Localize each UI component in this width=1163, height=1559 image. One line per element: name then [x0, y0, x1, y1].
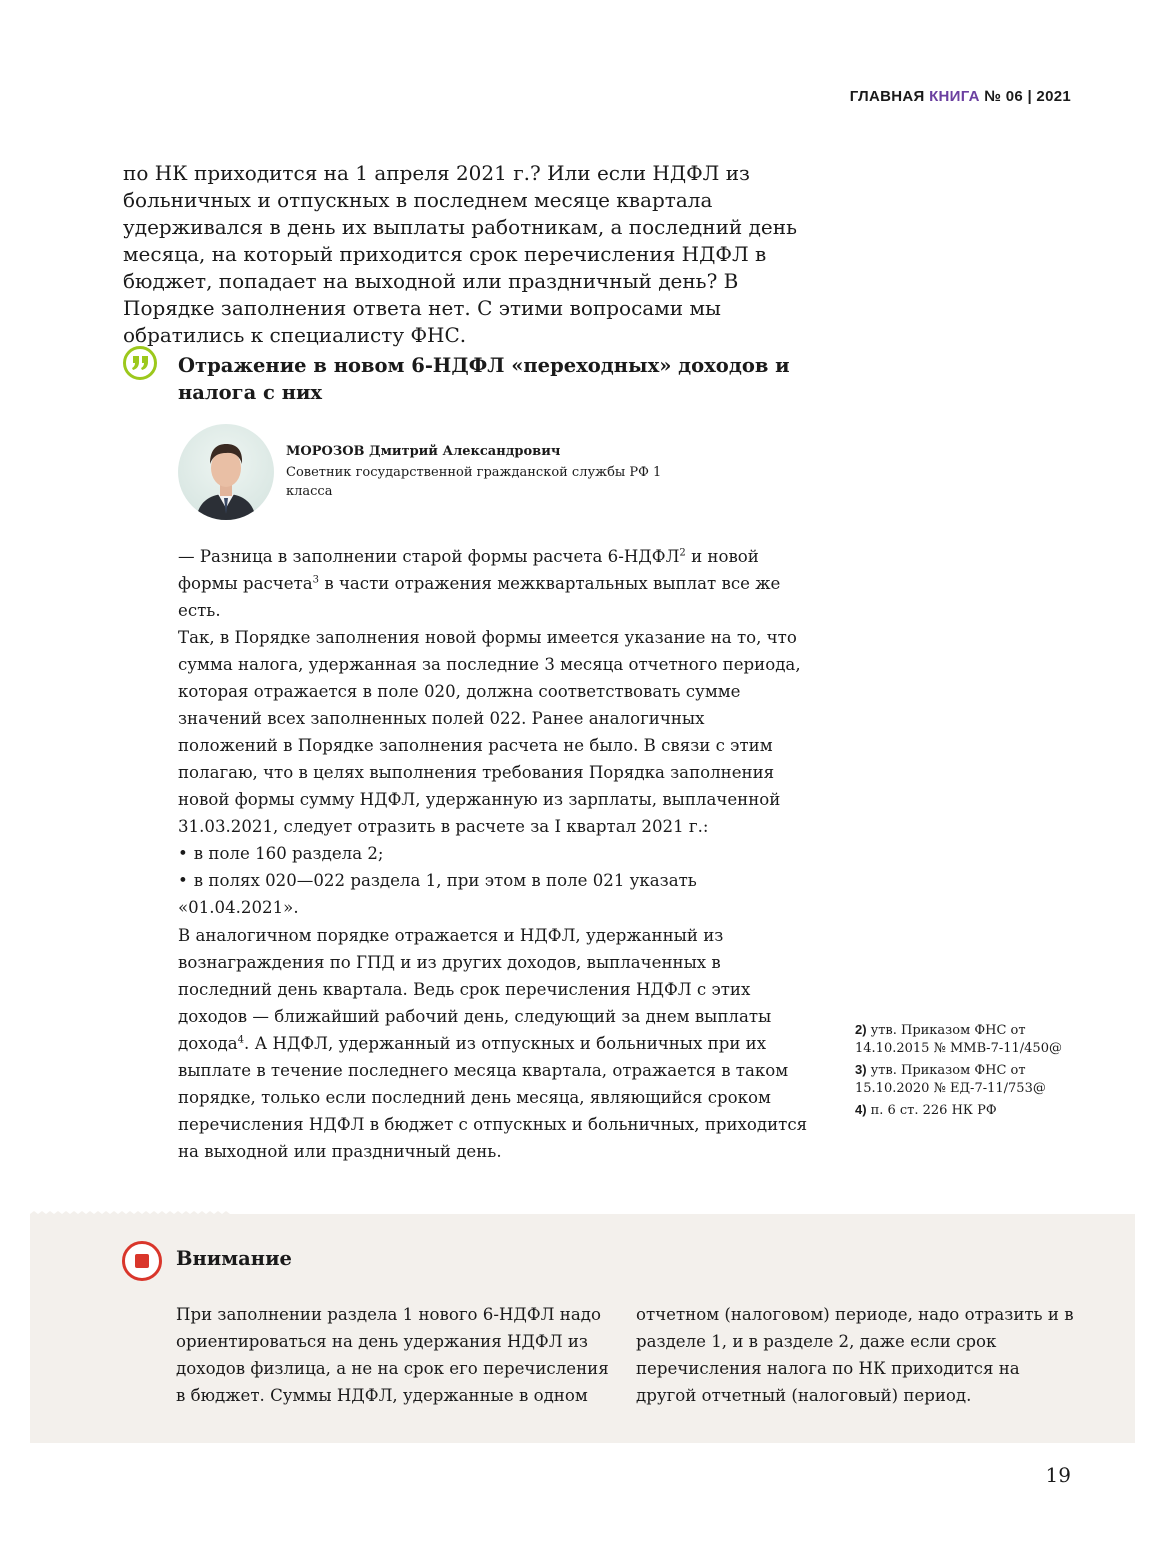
quote-icon	[123, 346, 157, 380]
expert-name: МОРОЗОВ Дмитрий Александрович	[286, 444, 561, 459]
expert-photo	[178, 424, 274, 520]
zigzag-edge	[30, 1211, 1135, 1217]
answer-p1-text-c: в части отражения межквартальных выплат все же есть.	[178, 574, 781, 620]
answer-paragraph-1	[178, 543, 808, 624]
answer-paragraph-3	[178, 922, 808, 1165]
attention-title: Внимание	[176, 1247, 292, 1270]
stop-icon	[122, 1241, 162, 1281]
list-item: • в полях 020—022 раздела 1, при этом в поле 021 указать «01.04.2021».	[178, 867, 808, 921]
lead-paragraph: по НК приходится на 1 апреля 2021 г.? Или если НДФЛ из больничных и отпускных в последнем месяце квартала удерживался в день их выплаты работникам, а последний день месяца, на который приходится срок перечисления НДФЛ в бюджет, попадает на выходной или праздничный день? В Порядке заполнения ответа нет. С этими вопросами мы обратились к специалисту ФНС.	[123, 161, 797, 347]
attention-text-column-2: отчетном (налоговом) периоде, надо отразить и в разделе 1, и в разделе 2, даже если срок перечисления налога по НК приходится на другой отчетный (налоговый) период.	[636, 1305, 1074, 1405]
page-number: 19	[1045, 1463, 1071, 1487]
expert-position: Советник государственной гражданской службы РФ 1 класса	[286, 465, 662, 499]
list-item: • в поле 160 раздела 2;	[178, 840, 808, 867]
answer-p3-text-b: . А НДФЛ, удержанный из отпускных и больничных при их выплате в течение последнего месяца квартала, отражается в таком порядке, только если последний день месяца, являющийся сроком перечисления НДФЛ в бюджет с отпускных и больничных, приходится на выходной или праздничный день.	[178, 1034, 808, 1161]
footnotes	[855, 1021, 1085, 1124]
answer-p1-text-a: — Разница в заполнении старой формы расчета 6-НДФЛ	[178, 547, 680, 566]
brand-name-part1: ГЛАВНАЯ	[849, 88, 925, 105]
bullet-list	[178, 840, 808, 921]
footnote-ref-3: 3	[312, 574, 320, 586]
issue-number: № 06 | 2021	[984, 88, 1071, 105]
answer-p2-text: Так, в Порядке заполнения новой формы имеется указание на то, что сумма налога, удержанная за последние 3 месяца отчетного периода, которая отражается в поле 020, должна соответствовать сумме значений всех заполненных полей 022. Ранее аналогичных положений в Порядке заполнения расчета не было. В связи с этим полагаю, что в целях выполнения требования Порядка заполнения новой формы сумму НДФЛ, удержанную из зарплаты, выплаченной 31.03.2021, следует отразить в расчете за I квартал 2021 г.:	[178, 628, 801, 836]
footnote-ref-4: 4	[237, 1034, 245, 1046]
footnote-ref-2: 2	[679, 547, 686, 559]
expert-card	[178, 424, 798, 520]
brand-name-part2: КНИГА	[929, 88, 980, 105]
footnote-3: 3) утв. Приказом ФНС от 15.10.2020 № ЕД-7-11/753@	[855, 1062, 1046, 1096]
footnote-4: 4) п. 6 ст. 226 НК РФ	[855, 1102, 997, 1118]
answer-p1-text-b: и новой формы расчета	[178, 547, 759, 593]
answer-p3-text-a: В аналогичном порядке отражается и НДФЛ, удержанный из вознаграждения по ГПД и из других доходов, выплаченных в последний день квартала. Ведь срок перечисления НДФЛ с этих доходов — ближайший рабочий день, следующий за днем выплаты дохода	[178, 926, 772, 1053]
attention-box	[30, 1215, 1135, 1443]
section-title: Отражение в новом 6-НДФЛ «переходных» доходов и налога с них	[178, 354, 790, 404]
footnote-2: 2) утв. Приказом ФНС от 14.10.2015 № ММВ-7-11/450@	[855, 1022, 1062, 1056]
attention-text-column-1: При заполнении раздела 1 нового 6-НДФЛ надо ориентироваться на день удержания НДФЛ из доходов физлица, а не на срок его перечисления в бюджет. Суммы НДФЛ, удержанные в одном	[176, 1305, 609, 1405]
running-header	[850, 88, 1071, 105]
answer-paragraph-2	[178, 624, 808, 921]
